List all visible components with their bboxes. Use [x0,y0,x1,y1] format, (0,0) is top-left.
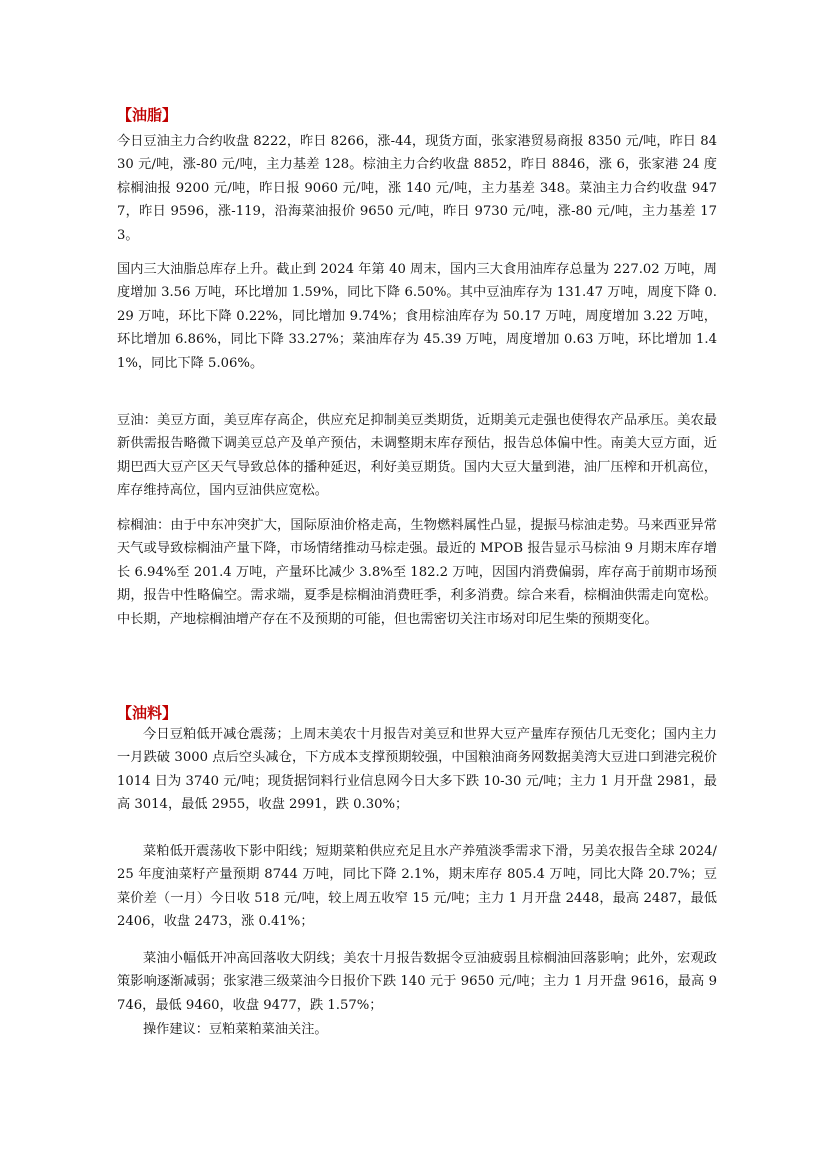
section-title-oils: 【油脂】 [117,106,178,124]
paragraph-rapeseed-meal: 菜粕低开震荡收下影中阳线；短期菜粕供应充足且水产养殖淡季需求下滑，另美农报告全球 2024/25 年度油菜籽产量预期 8744 万吨，同比下降 2.1%，期末库存 805.4 万吨，同比大降 20.7%；豆菜价差（一月）今日收 518 元/吨，较上周五收窄 15 元/吨；主力 1 月开盘 2448，最高 2487，最低 2406，收盘 2473，涨 0.41%； [117,844,717,930]
paragraph-oils-inventory: 国内三大油脂总库存上升。截止到 2024 年第 40 周末，国内三大食用油库存总量为 227.02 万吨，周度增加 3.56 万吨，环比增加 1.59%，同比下降 6.50%。其中豆油库存为 131.47 万吨，周度下降 0.29 万吨，环比下降 0.22%，同比增加 9.74%；食用棕油库存为 50.17 万吨，周度增加 3.22 万吨，环比增加 6.86%，同比下降 33.27%；菜油库存为 45.39 万吨，周度增加 0.63 万吨，环比增加 1.41%，同比下降 5.06%。 [117,262,717,371]
section-title-oilseeds: 【油料】 [117,704,178,722]
paragraph-suggestion: 操作建议：豆粕菜粕菜油关注。 [143,1022,328,1037]
paragraph-soybean-oil: 豆油：美豆方面，美豆库存高企，供应充足抑制美豆类期货，近期美元走强也使得农产品承压。美农最新供需报告略微下调美豆总产及单产预估，未调整期末库存预估，报告总体偏中性。南美大豆方面，近期巴西大豆产区天气导致总体的播种延迟，利好美豆期货。国内大豆大量到港，油厂压榨和开机高位，库存维持高位，国内豆油供应宽松。 [117,413,717,499]
paragraph-oils-prices: 今日豆油主力合约收盘 8222，昨日 8266，涨-44，现货方面，张家港贸易商报 8350 元/吨，昨日 8430 元/吨，涨-80 元/吨，主力基差 128。棕油主力合约收盘 8852，昨日 8846，涨 6，张家港 24 度棕榈油报 9200 元/吨，昨日报 9060 元/吨，涨 140 元/吨，主力基差 348。菜油主力合约收盘 9477，昨日 9596，涨-119，沿海菜油报价 9650 元/吨，昨日 9730 元/吨，涨-80 元/吨，主力基差 173。 [117,134,717,243]
paragraph-rapeseed-oil: 菜油小幅低开冲高回落收大阴线；美农十月报告数据令豆油疲弱且棕榈油回落影响；此外，宏观政策影响逐渐减弱；张家港三级菜油今日报价下跌 140 元于 9650 元/吨；主力 1 月开盘 9616，最高 9746，最低 9460，收盘 9477，跌 1.57%； [117,951,717,1013]
paragraph-palm-oil: 棕榈油：由于中东冲突扩大，国际原油价格走高，生物燃料属性凸显，提振马棕油走势。马来西亚异常天气或导致棕榈油产量下降，市场情绪推动马棕走强。最近的 MPOB 报告显示马棕油 9 月期末库存增长 6.94%至 201.4 万吨，产量环比减少 3.8%至 182.2 万吨，因国内消费偏弱，库存高于前期市场预期，报告中性略偏空。需求端，夏季是棕榈油消费旺季，利多消费。综合来看，棕榈油供需走向宽松。中长期，产地棕榈油增产存在不及预期的可能，但也需密切关注市场对印尼生柴的预期变化。 [117,518,717,627]
paragraph-soybean-meal: 今日豆粕低开减仓震荡；上周末美农十月报告对美豆和世界大豆产量库存预估几无变化；国内主力一月跌破 3000 点后空头减仓，下方成本支撑预期较强，中国粮油商务网数据美湾大豆进口到港完税价 1014 日为 3740 元/吨；现货据饲料行业信息网今日大多下跌 10-30 元/吨；主力 1 月开盘 2981，最高 3014，最低 2955，收盘 2991，跌 0.30%； [117,727,717,813]
